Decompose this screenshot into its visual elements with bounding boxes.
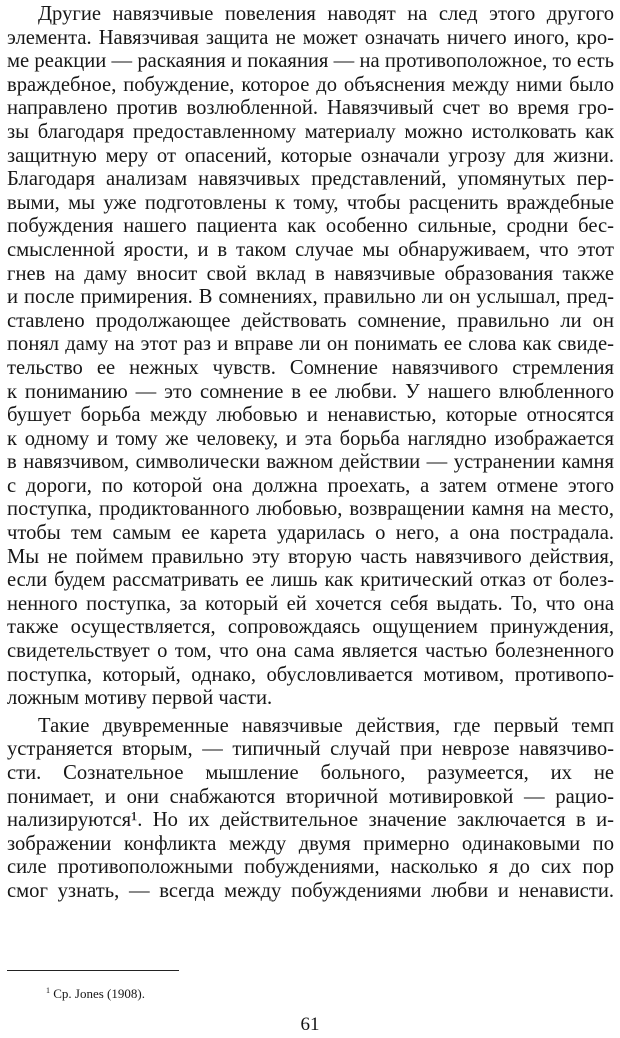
text-line: враждебное, побуждение, которое до объяснения между ними было bbox=[7, 73, 614, 96]
footnote-text: Ср. Jones (1908). bbox=[53, 986, 145, 1001]
page-number: 61 bbox=[300, 1014, 320, 1035]
text-line: с дороги, по которой она должна проехать, а затем отмене этого bbox=[7, 474, 614, 497]
text-line: Благодаря анализам навязчивых представлений, упомянутых пер- bbox=[7, 168, 614, 191]
text-line: также осуществляется, сопровождаясь ощущением принуждения, bbox=[7, 616, 614, 639]
text-line: и после примирения. В сомнениях, правильно ли он услышал, пред- bbox=[7, 286, 614, 309]
text-line: ме реакции — раскаяния и покаяния — на противоположное, то есть bbox=[7, 50, 614, 73]
text-line: зображении конфликта между двумя примерно одинаковыми по bbox=[7, 832, 614, 855]
text-line: если будем рассматривать ее лишь как критический отказ от болез- bbox=[7, 569, 614, 592]
text-line: чтобы тем самым ее карета ударилась о него, а она пострадала. bbox=[7, 522, 614, 545]
text-line: силе противоположными побуждениями, насколько я до сих пор bbox=[7, 856, 614, 879]
text-line: направлено против возлюбленной. Навязчивый счет во время гро- bbox=[7, 97, 614, 120]
text-line: нализируются¹. Но их действительное значение заключается в и- bbox=[7, 809, 614, 832]
text-line: ложным мотиву первой части. bbox=[7, 687, 273, 710]
text-line: поступка, который, однако, обусловливается мотивом, противопо- bbox=[7, 663, 614, 686]
text-line: свидетельствует о том, что она сама является частью болезненного bbox=[7, 640, 614, 663]
text-line: понимает, и они снабжаются вторичной мотивировкой — рацио- bbox=[7, 785, 614, 808]
footnote bbox=[46, 983, 145, 1002]
text-line: поступка, продиктованного любовью, возвращении камня на место, bbox=[7, 498, 614, 521]
text-line: Другие навязчивые повеления наводят на след этого другого bbox=[38, 3, 614, 25]
text-line: ненного поступка, за который ей хочется себя выдать. То, что она bbox=[7, 592, 614, 615]
text-line: смысленной ярости, и в таком случае мы обнаруживаем, что этот bbox=[7, 238, 614, 261]
text-line: элемента. Навязчивая защита не может означать ничего иного, кро- bbox=[7, 26, 614, 49]
text-line: сти. Сознательное мышление больного, разумеется, их не bbox=[7, 762, 614, 784]
paragraph-1 bbox=[7, 3, 614, 711]
text-line: побуждения нашего пациента как особенно сильные, сродни бес- bbox=[7, 215, 614, 238]
body-text bbox=[7, 3, 614, 904]
text-line: выми, мы уже подготовлены к тому, чтобы расценить враждебные bbox=[7, 191, 614, 214]
text-line: гнев на даму вносит свой вклад в навязчивые образования также bbox=[7, 262, 614, 285]
text-line: понял даму на этот раз и вправе ли он понимать ее слова как свиде- bbox=[7, 333, 614, 356]
text-line: зы благодаря предоставленному материалу можно истолковать как bbox=[7, 120, 614, 143]
text-line: устраняется вторым, — типичный случай при неврозе навязчиво- bbox=[7, 738, 614, 761]
text-line: к пониманию — это сомнение в ее любви. У нашего влюбленного bbox=[7, 380, 614, 403]
text-line: в навязчивом, символически важном действии — устранении камня bbox=[7, 451, 614, 474]
text-line: защитную меру от опасений, которые означали угрозу для жизни. bbox=[7, 144, 614, 167]
text-line: смог узнать, — всегда между побуждениями любви и ненависти. bbox=[7, 879, 614, 902]
paragraph-2 bbox=[7, 715, 614, 904]
text-line: тельство ее нежных чувств. Сомнение навязчивого стремления bbox=[7, 356, 614, 379]
text-line: ставлено продолжающее действовать сомнение, правильно ли он bbox=[7, 309, 614, 332]
text-line: к одному и тому же человеку, и эта борьба наглядно изображается bbox=[7, 427, 614, 450]
text-line: Мы не поймем правильно эту вторую часть навязчивого действия, bbox=[7, 545, 614, 568]
footnote-divider bbox=[7, 970, 179, 971]
text-line: бушует борьба между любовью и ненавистью, которые относятся bbox=[7, 404, 614, 427]
text-line: Такие двувременные навязчивые действия, где первый темп bbox=[38, 714, 614, 737]
footnote-marker: 1 bbox=[46, 986, 50, 995]
